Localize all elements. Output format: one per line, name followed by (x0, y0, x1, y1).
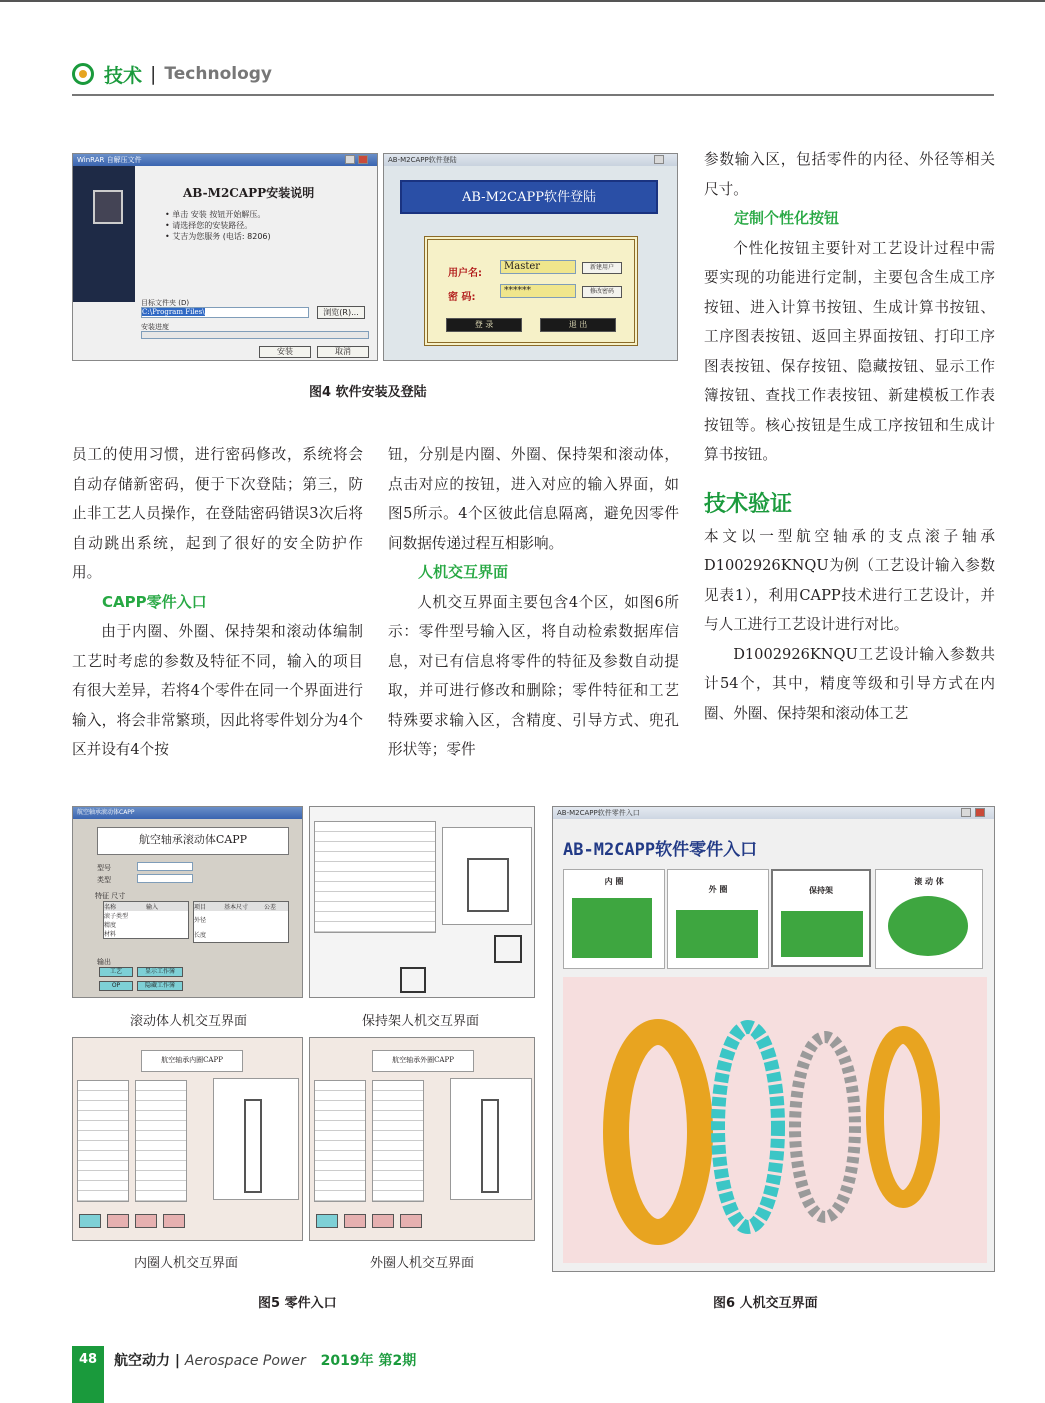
paragraph: 个性化按钮主要针对工艺设计过程中需要实现的功能进行定制，主要包含生成工序按钮、进入计算书按钮、生成计算书按钮、工序图表按钮、返回主界面按钮、打印工序图表按钮、保存按钮、隐藏按钮、显示工作簿按钮、查找工作表按钮、新建模板工作表按钮等。核心按钮是生成工序按钮和生成计算书按钮。 (704, 239, 995, 463)
username-input[interactable]: Master (500, 260, 576, 274)
outer-ring-drawing (450, 1078, 532, 1200)
paragraph: 参数输入区，包括零件的内径、外径等相关尺寸。 (704, 151, 995, 198)
close-icon (358, 155, 368, 164)
username-label: 用户名: (448, 268, 482, 279)
install-bullet: • 单击 安装 按钮开始解压。 (165, 210, 266, 219)
cage-hmi-label: 保持架人机交互界面 (362, 1014, 480, 1029)
install-titlebar: WinRAR 自解压文件 (73, 154, 377, 166)
op-button[interactable]: OP (99, 981, 133, 991)
outer-ring-button-label: 外 圈 (708, 884, 728, 894)
feature-tab[interactable]: 特征 尺寸 (95, 892, 126, 900)
dest-folder-input[interactable]: C:\Program Files\ (141, 307, 309, 318)
outer-ring-feature-grid (314, 1080, 366, 1202)
rolling-element-button[interactable] (875, 869, 983, 969)
installer-side-banner (73, 166, 135, 302)
cage-section-drawing (467, 858, 509, 912)
pocket-shape-icon (400, 967, 426, 993)
issue-label: 2019年 第2期 (320, 1353, 417, 1369)
inner-ring-feature-grid (77, 1080, 129, 1202)
password-input[interactable]: ****** (500, 284, 576, 298)
bearing-exploded-view (563, 977, 987, 1263)
show-workbook-button[interactable]: 显示工作簿 (137, 967, 183, 977)
journal-footer (114, 1350, 416, 1370)
outer-ring-title: 航空轴承外圈CAPP (372, 1050, 474, 1072)
figure-5-caption: 图5 零件入口 (258, 1296, 337, 1311)
header-divider: | (150, 63, 157, 85)
part-entry-titlebar: AB-M2CAPP软件零件入口 (553, 807, 994, 819)
text-column-3 (704, 145, 995, 728)
subheading-custom-buttons: 定制个性化按钮 (734, 209, 840, 227)
outer-ring-section-drawing (481, 1099, 499, 1193)
login-button[interactable]: 登 录 (446, 318, 522, 332)
paragraph: 人机交互界面主要包含4个区，如图6所示：零件型号输入区，将自动检索数据库信息，对已有信息将零件的特征及参数自动提取，并可进行修改和删除；零件特征和工艺特殊要求输入区，含精度、引导方式、兜孔形状等；零件 (388, 593, 679, 758)
roller-hmi-label: 滚动体人机交互界面 (130, 1014, 248, 1029)
roller-hmi-screenshot (72, 806, 303, 998)
cage-hmi-screenshot (309, 806, 535, 998)
login-panel (424, 236, 638, 346)
inner-ring-action-button[interactable] (79, 1214, 101, 1228)
inner-ring-shape-icon (572, 898, 652, 958)
inner-ring-action-button[interactable] (163, 1214, 185, 1228)
process-button[interactable]: 工艺 (99, 967, 133, 977)
outer-ring-action-button[interactable] (400, 1214, 422, 1228)
paragraph: 本文以一型航空轴承的支点滚子轴承D1002926KNQU为例（工艺设计输入参数见表1），利用CAPP技术进行工艺设计，并与人工进行工艺设计进行对比。 (704, 527, 995, 633)
output-label: 输出 (97, 958, 111, 966)
cage-3d (795, 1037, 855, 1217)
install-bullet: • 艾吉为您服务 (电话: 8206) (165, 232, 271, 241)
running-header (72, 60, 272, 88)
winrar-box-icon (93, 190, 123, 224)
subheading-hmi: 人机交互界面 (418, 563, 509, 581)
outer-ring-shape-icon (676, 910, 758, 958)
model-label: 型号 (97, 864, 111, 872)
inner-ring-section-drawing (244, 1099, 262, 1193)
journal-name: 航空动力 (114, 1353, 170, 1369)
inner-ring-param-grid (135, 1080, 187, 1202)
browse-button[interactable]: 浏览(R)... (317, 306, 365, 319)
new-user-button[interactable]: 新建用户 (582, 262, 622, 274)
login-titlebar: AB-M2CAPP软件登陆 (384, 154, 677, 166)
progress-label: 安装进度 (141, 323, 169, 331)
password-label: 密 码: (448, 292, 476, 303)
login-banner: AB-M2CAPP软件登陆 (400, 180, 658, 214)
cage-button-label: 保持架 (809, 885, 833, 895)
footer-divider: | (174, 1353, 185, 1369)
text-column-2 (388, 440, 679, 765)
outer-ring-hmi-label: 外圈人机交互界面 (370, 1256, 475, 1271)
paragraph: 由于内圈、外圈、保持架和滚动体编制工艺时考虑的参数及特征不同，输入的项目有很大差异，若将4个零件在同一个界面进行输入，将会非常繁琐，因此将零件划分为4个区并设有4个按 (72, 623, 363, 758)
part-entry-title: AB-M2CAPP软件零件入口 (563, 840, 758, 860)
part-entry-screenshot (552, 806, 995, 1272)
model-input[interactable] (137, 862, 193, 871)
install-bullets (165, 209, 271, 242)
part-button-row (563, 869, 987, 969)
type-select[interactable] (137, 874, 193, 883)
table-row: 材料 (104, 931, 117, 938)
roller-shape-icon (888, 896, 968, 956)
inner-ring-action-button[interactable] (107, 1214, 129, 1228)
cage-input-grid (314, 821, 436, 933)
table-header: 项目 基本尺寸 公差 (194, 902, 288, 911)
outer-ring-action-button[interactable] (344, 1214, 366, 1228)
part-entry-close-icon (975, 808, 985, 817)
outer-ring-param-grid (372, 1080, 424, 1202)
inner-ring-button[interactable] (563, 869, 665, 969)
cage-shape-icon (781, 911, 863, 957)
outer-ring-button[interactable] (667, 869, 769, 969)
roller-size-table (193, 901, 289, 943)
journal-name-english: Aerospace Power (184, 1353, 306, 1369)
table-row: 长度 (194, 932, 207, 939)
minimize-icon (345, 155, 355, 164)
outer-ring-hmi-screenshot (309, 1037, 535, 1241)
page-footer (72, 1346, 1032, 1403)
header-rule (72, 94, 994, 96)
inner-ring-drawing (213, 1078, 299, 1200)
install-button[interactable]: 安装 (259, 346, 311, 358)
text-column-1 (72, 440, 363, 765)
roller-title: 航空轴承滚动体CAPP (97, 827, 289, 855)
journal-logo-icon (72, 63, 94, 85)
inner-ring-action-button[interactable] (135, 1214, 157, 1228)
inner-ring-hmi-screenshot (72, 1037, 303, 1241)
table-row: 精度 (104, 922, 117, 929)
subheading-capp-entry: CAPP零件入口 (102, 592, 207, 611)
bearing-3d-view (563, 977, 987, 1263)
figure-6-caption: 图6 人机交互界面 (713, 1296, 818, 1311)
roller-set-3d (718, 1027, 778, 1227)
exit-button[interactable]: 退 出 (540, 318, 616, 332)
outer-ring-3d (616, 1032, 700, 1232)
install-dialog-screenshot (72, 153, 378, 361)
table-header: 名称 输入 (104, 902, 188, 911)
change-password-button[interactable]: 修改密码 (582, 286, 622, 298)
type-label: 类型 (97, 876, 111, 884)
install-progress-bar (141, 331, 369, 339)
login-window-screenshot (383, 153, 678, 361)
outer-ring-action-button[interactable] (372, 1214, 394, 1228)
section-label: 技术 (104, 64, 143, 87)
cancel-button[interactable]: 取消 (317, 346, 369, 358)
cage-button[interactable] (771, 869, 871, 967)
roller-feature-table (103, 901, 189, 939)
paragraph: 钮，分别是内圈、外圈、保持架和滚动体，点击对应的按钮，进入对应的输入界面，如图5所示。4个区彼此信息隔离，避免因零件间数据传递过程互相影响。 (388, 446, 679, 552)
roller-titlebar: 航空轴承滚动体CAPP (73, 807, 302, 819)
section-label-english: Technology (164, 64, 273, 84)
paragraph: D1002926KNQU工艺设计输入参数共计54个，其中，精度等级和引导方式在内圈、外圈、保持架和滚动体工艺 (704, 645, 995, 722)
inner-ring-title: 航空轴承内圈CAPP (141, 1050, 243, 1072)
hide-workbook-button[interactable]: 隐藏工作簿 (137, 981, 183, 991)
dest-folder-label: 目标文件夹 (D) (141, 299, 190, 307)
part-entry-minimize-icon (961, 808, 971, 817)
top-border (0, 0, 1045, 2)
inner-ring-button-label: 内 圈 (604, 876, 624, 886)
cage-drawing (442, 827, 532, 925)
page-number: 48 (72, 1346, 104, 1403)
table-row: 滚子类型 (104, 913, 129, 920)
section-heading-verification: 技术验证 (704, 491, 793, 517)
login-close-icon (654, 155, 664, 164)
pocket-shape-icon (494, 935, 522, 963)
figure-4-caption: 图4 软件安装及登陆 (309, 385, 427, 400)
rolling-element-button-label: 滚 动 体 (914, 876, 944, 886)
install-heading: AB-M2CAPP安装说明 (183, 186, 315, 200)
table-row: 外径 (194, 917, 207, 924)
inner-ring-hmi-label: 内圈人机交互界面 (134, 1256, 239, 1271)
install-bullet: • 请选择您的安装路径。 (165, 221, 253, 230)
inner-ring-3d (875, 1035, 931, 1199)
outer-ring-action-button[interactable] (316, 1214, 338, 1228)
paragraph: 员工的使用习惯，进行密码修改，系统将会自动存储新密码，便于下次登陆；第三，防止非工艺人员操作，在登陆密码错误3次后将自动跳出系统，起到了很好的安全防护作用。 (72, 446, 363, 581)
